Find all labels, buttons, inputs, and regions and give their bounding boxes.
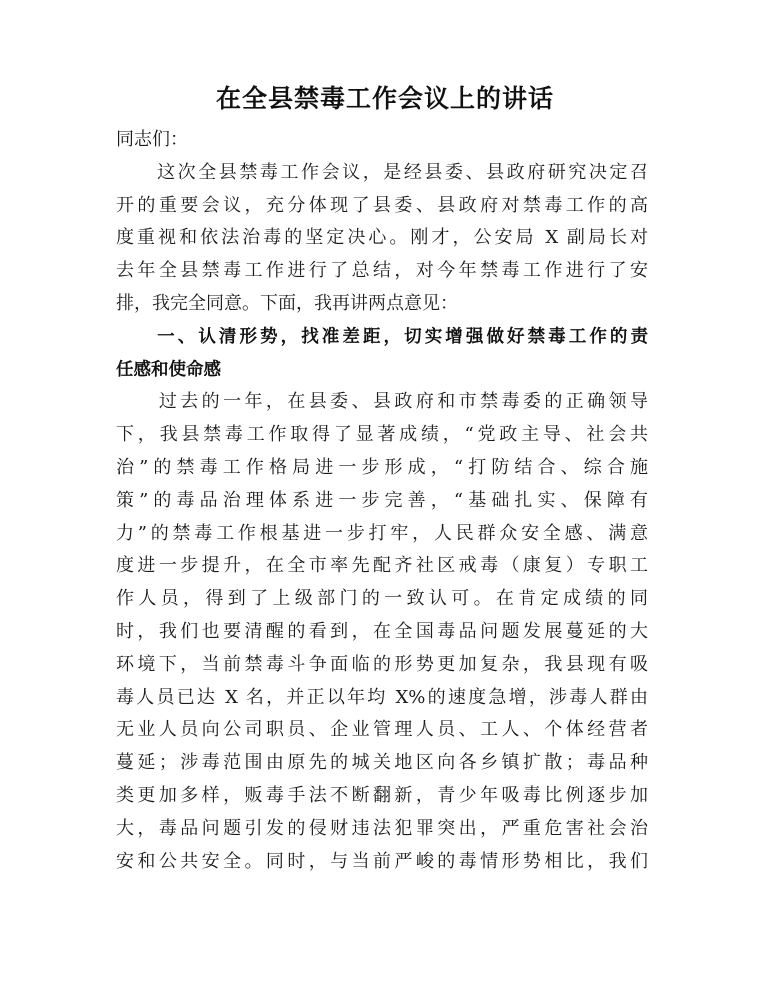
text-line: 无业人员向公司职员、企业管理人员、工人、个体经营者	[116, 719, 648, 741]
speech-body	[116, 124, 648, 878]
page-title: 在全县禁毒工作会议上的讲话	[215, 84, 554, 113]
text-line: 过去的一年，在县委、县政府和市禁毒委的正确领导	[116, 391, 648, 413]
text-line: 下，我县禁毒工作取得了显著成绩，“党政主导、社会共	[116, 424, 648, 446]
text-line: 蔓延；涉毒范围由原先的城关地区向各乡镇扩散；毒品种	[116, 752, 648, 774]
text-line: 这次全县禁毒工作会议，是经县委、县政府研究决定召	[116, 161, 648, 183]
text-line: 度重视和依法治毒的坚定决心。刚才，公安局 X 副局长对	[116, 227, 648, 249]
text-line: 作人员，得到了上级部门的一致认可。在肯定成绩的同	[116, 588, 648, 610]
text-line: 去年全县禁毒工作进行了总结，对今年禁毒工作进行了安	[116, 260, 648, 282]
section-heading-line: 任感和使命感	[116, 359, 221, 380]
text-line: 大，毒品问题引发的侵财违法犯罪突出，严重危害社会治	[116, 817, 648, 839]
salutation-line: 同志们：	[116, 129, 188, 150]
text-line: 时，我们也要清醒的看到，在全国毒品问题发展蔓延的大	[116, 620, 648, 642]
section-heading-line: 一、认清形势，找准差距，切实增强做好禁毒工作的责	[116, 326, 648, 347]
text-line: 类更加多样，贩毒手法不断翻新，青少年吸毒比例逐步加	[116, 784, 648, 806]
text-line: 度进一步提升，在全市率先配齐社区戒毒（康复）专职工	[116, 555, 648, 577]
text-line: 策”的毒品治理体系进一步完善，“基础扎实、保障有	[116, 489, 648, 511]
text-line: 环境下，当前禁毒斗争面临的形势更加复杂，我县现有吸	[116, 653, 648, 675]
text-line: 安和公共安全。同时，与当前严峻的毒情形势相比，我们	[116, 850, 648, 872]
text-line: 排，我完全同意。下面，我再讲两点意见：	[116, 292, 458, 314]
text-line: 治”的禁毒工作格局进一步形成，“打防结合、综合施	[116, 456, 648, 478]
text-line: 开的重要会议，充分体现了县委、县政府对禁毒工作的高	[116, 194, 648, 216]
text-line: 毒人员已达 X 名，并正以年均 X%的速度急增，涉毒人群由	[116, 686, 648, 708]
text-line: 力”的禁毒工作根基进一步打牢，人民群众安全感、满意	[116, 522, 648, 544]
